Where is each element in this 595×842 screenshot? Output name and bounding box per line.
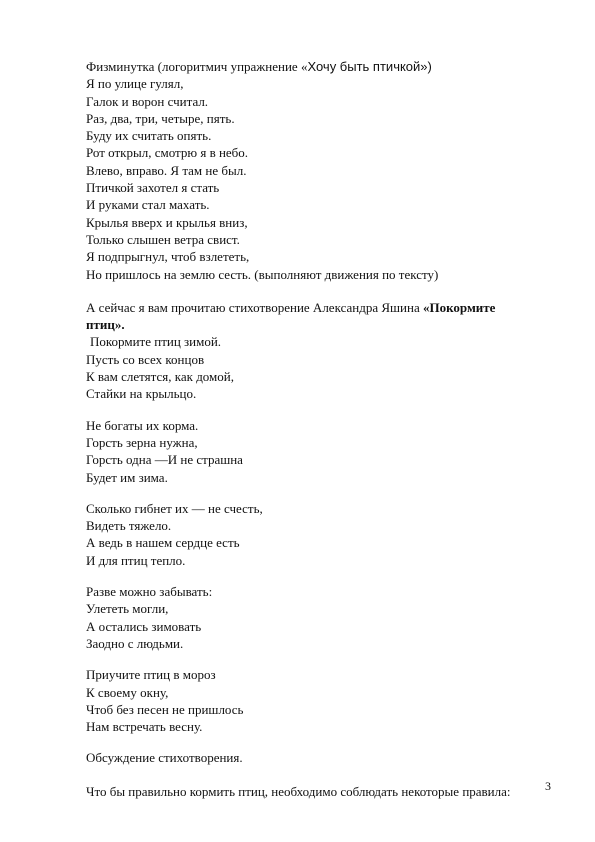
stanza-spacer xyxy=(86,486,546,500)
poem-line: Покормите птиц зимой. xyxy=(90,334,222,350)
stanza-spacer xyxy=(86,569,546,583)
exercise-line: Галок и ворон считал. xyxy=(86,93,209,109)
discussion-paragraph: Обсуждение стихотворения. xyxy=(86,750,243,766)
stanza-spacer xyxy=(86,403,546,417)
exercise-line: Я подпрыгнул, чтоб взлететь, xyxy=(86,249,250,265)
rules-intro-paragraph: Что бы правильно кормить птиц, необходимо соблюдать некоторые правила: xyxy=(86,783,511,799)
poem-line: Стайки на крыльцо. xyxy=(86,386,197,402)
exercise-intro: Физминутка (логоритмич упражнение « xyxy=(86,59,308,74)
poem-line: Пусть со всех концов xyxy=(86,351,205,367)
paragraph-spacer xyxy=(86,767,546,783)
poem-line: К вам слетятся, как домой, xyxy=(86,369,234,385)
exercise-line: Рот открыл, смотрю я в небо. xyxy=(86,145,249,161)
exercise-line: Только слышен ветра свист. xyxy=(86,231,240,247)
poem-stanza xyxy=(86,417,546,486)
poem-line: Заодно с людьми. xyxy=(86,635,184,651)
poem-stanza xyxy=(86,333,546,402)
poem-line: Горсть одна —И не страшна xyxy=(86,452,243,468)
poem-stanza xyxy=(86,666,546,735)
page-number: 3 xyxy=(545,779,551,793)
poem-stanza xyxy=(86,583,546,652)
paragraph-spacer xyxy=(86,283,546,299)
poem-stanza xyxy=(86,500,546,569)
exercise-line: Влево, вправо. Я там не был. xyxy=(86,162,247,178)
poem-line: Не богаты их корма. xyxy=(86,417,199,433)
poem-line: И для птиц тепло. xyxy=(86,552,186,568)
poem-line: Нам встречать весну. xyxy=(86,719,203,735)
poem-title: «Покормите xyxy=(422,299,496,315)
exercise-line: Крылья вверх и крылья вниз, xyxy=(86,214,248,230)
poem-line: Будет им зима. xyxy=(86,469,168,485)
page-content xyxy=(86,58,546,800)
poem-line: Сколько гибнет их — не счесть, xyxy=(86,500,263,516)
stanza-spacer xyxy=(86,652,546,666)
poem-title-continued: птиц». xyxy=(86,317,125,333)
poem-line: Улететь могли, xyxy=(86,601,169,617)
poem-line: А ведь в нашем сердце есть xyxy=(86,535,240,551)
poem-line: Чтоб без песен не пришлось xyxy=(86,701,244,717)
exercise-line: Я по улице гулял, xyxy=(86,76,184,92)
exercise-line: И руками стал махать. xyxy=(86,197,210,213)
poem-line: А остались зимовать xyxy=(86,618,202,634)
poem-line: Видеть тяжело. xyxy=(86,518,172,534)
poem-line: Приучите птиц в мороз xyxy=(86,667,216,683)
exercise-lines xyxy=(86,75,546,283)
poem-intro-text: А сейчас я вам прочитаю стихотворение Александра Яшина xyxy=(86,299,423,315)
poem-line: Разве можно забывать: xyxy=(86,584,213,600)
exercise-line: Раз, два, три, четыре, пять. xyxy=(86,110,235,126)
exercise-line: Но пришлось на землю сесть. (выполняют движения по тексту) xyxy=(86,266,439,282)
exercise-line: Буду их считать опять. xyxy=(86,128,212,144)
poem-intro xyxy=(86,299,546,334)
exercise-title: Хочу быть птичкой») xyxy=(307,59,432,74)
exercise-heading xyxy=(86,58,546,75)
paragraph-spacer xyxy=(86,735,546,749)
poem-line: Горсть зерна нужна, xyxy=(86,434,198,450)
exercise-line: Птичкой захотел я стать xyxy=(86,180,220,196)
poem-line: К своему окну, xyxy=(86,684,169,700)
